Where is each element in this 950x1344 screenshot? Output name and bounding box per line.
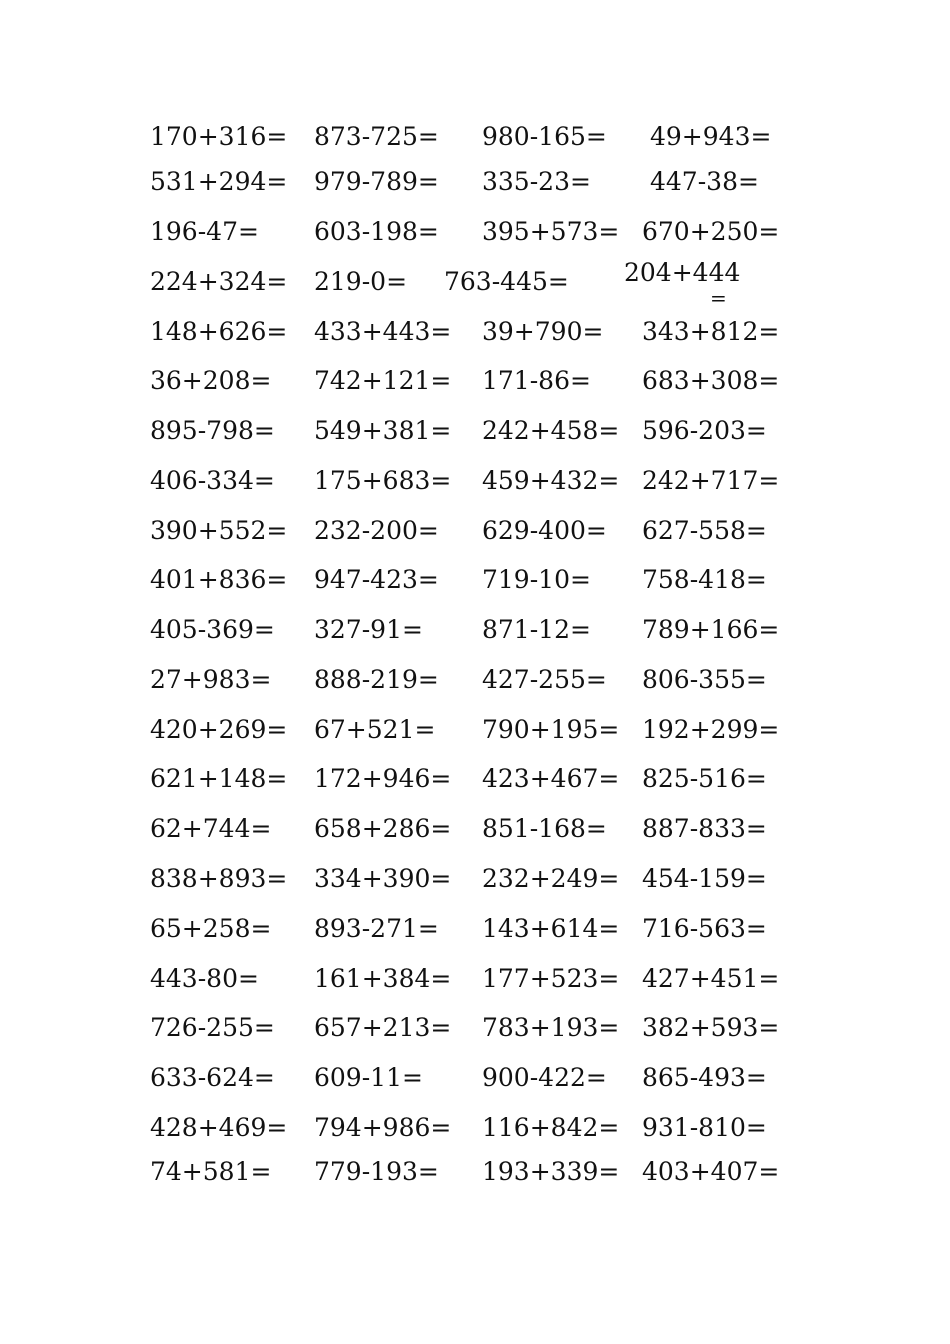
problem-r3-c2: 603-198= xyxy=(314,217,439,246)
problem-r20-c3: 900-422= xyxy=(482,1063,607,1092)
problem-r6-c2: 742+121= xyxy=(314,366,452,395)
problem-r9-c4: 627-558= xyxy=(642,516,767,545)
problem-r14-c2: 172+946= xyxy=(314,764,452,793)
problem-r3-c1: 196-47= xyxy=(150,217,259,246)
problem-r5-c1: 148+626= xyxy=(150,317,288,346)
problem-r16-c1: 838+893= xyxy=(150,864,288,893)
problem-r15-c2: 658+286= xyxy=(314,814,452,843)
problem-r1-c1: 170+316= xyxy=(150,122,288,151)
problem-r20-c4: 865-493= xyxy=(642,1063,767,1092)
problem-r5-c4: 343+812= xyxy=(642,317,780,346)
problem-r4-c4: 204+444 xyxy=(624,258,741,287)
problem-r9-c2: 232-200= xyxy=(314,516,439,545)
problem-r6-c4: 683+308= xyxy=(642,366,780,395)
problem-r13-c1: 420+269= xyxy=(150,715,288,744)
problem-r4-c1: 224+324= xyxy=(150,267,288,296)
problem-r11-c4: 789+166= xyxy=(642,615,780,644)
problem-r2-c3: 335-23= xyxy=(482,167,591,196)
problem-r1-c4: 49+943= xyxy=(650,122,772,151)
problem-r7-c2: 549+381= xyxy=(314,416,452,445)
problem-r7-c4: 596-203= xyxy=(642,416,767,445)
problem-r14-c4: 825-516= xyxy=(642,764,767,793)
problem-r12-c2: 888-219= xyxy=(314,665,439,694)
problem-r14-c1: 621+148= xyxy=(150,764,288,793)
problem-r15-c3: 851-168= xyxy=(482,814,607,843)
problem-r20-c1: 633-624= xyxy=(150,1063,275,1092)
problem-r3-c3: 395+573= xyxy=(482,217,620,246)
problem-r3-c4: 670+250= xyxy=(642,217,780,246)
problem-r12-c3: 427-255= xyxy=(482,665,607,694)
problem-r13-c3: 790+195= xyxy=(482,715,620,744)
problem-r16-c3: 232+249= xyxy=(482,864,620,893)
problem-r2-c1: 531+294= xyxy=(150,167,288,196)
problem-r22-c3: 193+339= xyxy=(482,1157,620,1186)
problem-r14-c3: 423+467= xyxy=(482,764,620,793)
problem-r8-c2: 175+683= xyxy=(314,466,452,495)
problem-r21-c2: 794+986= xyxy=(314,1113,452,1142)
problem-r2-c2: 979-789= xyxy=(314,167,439,196)
problem-r21-c3: 116+842= xyxy=(482,1113,620,1142)
problem-r11-c3: 871-12= xyxy=(482,615,591,644)
problem-r4-c2: 219-0= xyxy=(314,267,408,296)
problem-r9-c1: 390+552= xyxy=(150,516,288,545)
problem-r12-c1: 27+983= xyxy=(150,665,272,694)
problem-r2-c4: 447-38= xyxy=(650,167,759,196)
problem-r5-c3: 39+790= xyxy=(482,317,604,346)
problem-r8-c1: 406-334= xyxy=(150,466,275,495)
problem-r8-c4: 242+717= xyxy=(642,466,780,495)
problem-r19-c1: 726-255= xyxy=(150,1013,275,1042)
problem-r6-c3: 171-86= xyxy=(482,366,591,395)
problem-r17-c2: 893-271= xyxy=(314,914,439,943)
problem-r10-c1: 401+836= xyxy=(150,565,288,594)
problem-r9-c3: 629-400= xyxy=(482,516,607,545)
problem-r19-c2: 657+213= xyxy=(314,1013,452,1042)
problem-r10-c4: 758-418= xyxy=(642,565,767,594)
problem-r5-c2: 433+443= xyxy=(314,317,452,346)
problem-r15-c4: 887-833= xyxy=(642,814,767,843)
problem-r18-c1: 443-80= xyxy=(150,964,259,993)
problem-r19-c3: 783+193= xyxy=(482,1013,620,1042)
problem-r20-c2: 609-11= xyxy=(314,1063,423,1092)
problem-r7-c1: 895-798= xyxy=(150,416,275,445)
problem-r21-c4: 931-810= xyxy=(642,1113,767,1142)
problem-r16-c4: 454-159= xyxy=(642,864,767,893)
problem-r11-c1: 405-369= xyxy=(150,615,275,644)
problem-r7-c3: 242+458= xyxy=(482,416,620,445)
problem-r1-c3: 980-165= xyxy=(482,122,607,151)
problem-r10-c2: 947-423= xyxy=(314,565,439,594)
problem-r6-c1: 36+208= xyxy=(150,366,272,395)
problem-r8-c3: 459+432= xyxy=(482,466,620,495)
problem-r19-c4: 382+593= xyxy=(642,1013,780,1042)
problem-r12-c4: 806-355= xyxy=(642,665,767,694)
problem-r17-c4: 716-563= xyxy=(642,914,767,943)
problem-r11-c2: 327-91= xyxy=(314,615,423,644)
problem-r18-c3: 177+523= xyxy=(482,964,620,993)
problem-r13-c2: 67+521= xyxy=(314,715,436,744)
problem-r15-c1: 62+744= xyxy=(150,814,272,843)
problem-r10-c3: 719-10= xyxy=(482,565,591,594)
problem-r18-c2: 161+384= xyxy=(314,964,452,993)
problem-r16-c2: 334+390= xyxy=(314,864,452,893)
problem-r22-c2: 779-193= xyxy=(314,1157,439,1186)
problem-r1-c2: 873-725= xyxy=(314,122,439,151)
problem-r4-c3: 763-445= xyxy=(444,267,569,296)
problem-r22-c1: 74+581= xyxy=(150,1157,272,1186)
problem-r13-c4: 192+299= xyxy=(642,715,780,744)
problem-r22-c4: 403+407= xyxy=(642,1157,780,1186)
problem-r4-c4-equals: = xyxy=(710,286,727,310)
problem-r17-c1: 65+258= xyxy=(150,914,272,943)
problem-r18-c4: 427+451= xyxy=(642,964,780,993)
problem-r21-c1: 428+469= xyxy=(150,1113,288,1142)
problem-r17-c3: 143+614= xyxy=(482,914,620,943)
